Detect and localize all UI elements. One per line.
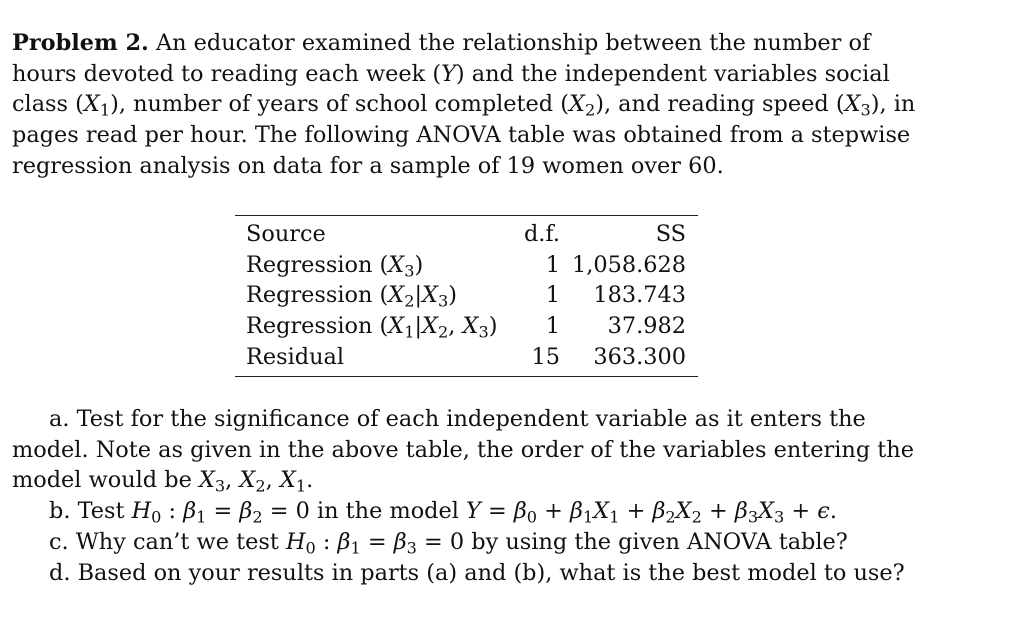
row-ss: 363.300: [593, 343, 686, 370]
part-c-label: c.: [49, 528, 69, 555]
problem-statement: [12, 28, 924, 182]
table-row: [235, 250, 698, 281]
row-ss: 183.743: [593, 282, 686, 309]
table-row: [235, 342, 698, 373]
row-df: 1: [545, 313, 560, 340]
intro-text-a: An educator examined the relationship between the number of hours devoted to reading each week (: [12, 30, 871, 87]
part-a: a. Test for the significance of each independent variable as it enters the model. Note as given in the above table, the order of the variables entering the model would be $X_3$, $X_2$, $X_1$.: [12, 406, 914, 496]
table-header-row: [235, 219, 698, 250]
table-row: [235, 280, 698, 311]
part-b-label: b.: [49, 498, 71, 525]
header-df: d.f.: [523, 221, 560, 247]
var-x3: $X_3$: [844, 91, 871, 120]
var-y: Y: [441, 60, 456, 87]
row-ss: 1,058.628: [572, 251, 686, 278]
problem-label: Problem 2.: [12, 30, 149, 56]
part-d: [12, 558, 924, 589]
header-ss: SS: [655, 221, 686, 247]
intro-text-c: ), number of years of school completed (: [110, 91, 569, 118]
row-source: Regression ($X_1|X_2$, $X_3$): [246, 313, 498, 342]
anova-table: [235, 215, 698, 377]
intro-text-b: ) and the independent variables social class (: [12, 60, 890, 118]
table-row: [235, 311, 698, 342]
intro-text-e: ), in pages read per hour. The following ANOVA table was obtained from a stepwise regression analysis on data for a sample of 19 women over 60.: [12, 91, 916, 179]
row-df: 15: [531, 343, 560, 370]
var-x2: $X_2$: [569, 91, 596, 120]
part-d-label: d.: [49, 559, 71, 586]
part-a-text: Test for the significance of each independent variable as it enters the model. Note as given in the above table, the order of the variables entering the model would be: [12, 406, 914, 494]
part-b: b. Test $H_0$ : $\beta_1 = \beta_2 = 0$ in the model $Y = \beta_0 + \beta_1X_1 + \beta_2X_2 + \beta_3X_3 + \epsilon$.: [49, 498, 837, 527]
row-source: Regression $(X_2|X_3)$: [246, 282, 457, 311]
row-source: Regression $(X_3)$: [246, 251, 424, 281]
part-d-text: Based on your results in parts (a) and (b), what is the best model to use?: [77, 559, 905, 586]
row-df: 1: [545, 282, 560, 309]
question-parts: [12, 404, 924, 588]
row-source: Residual: [246, 343, 345, 370]
intro-text-d: ), and reading speed (: [595, 91, 845, 118]
var-x1: $X_1$: [83, 91, 111, 120]
header-source: Source: [246, 221, 326, 247]
part-a-label: a.: [49, 406, 70, 432]
row-df: 1: [545, 251, 560, 278]
part-c: c. Why can’t we test $H_0$ : $\beta_1 = \beta_3 = 0$ by using the given ANOVA table?: [49, 528, 848, 558]
row-ss: 37.982: [607, 313, 686, 340]
